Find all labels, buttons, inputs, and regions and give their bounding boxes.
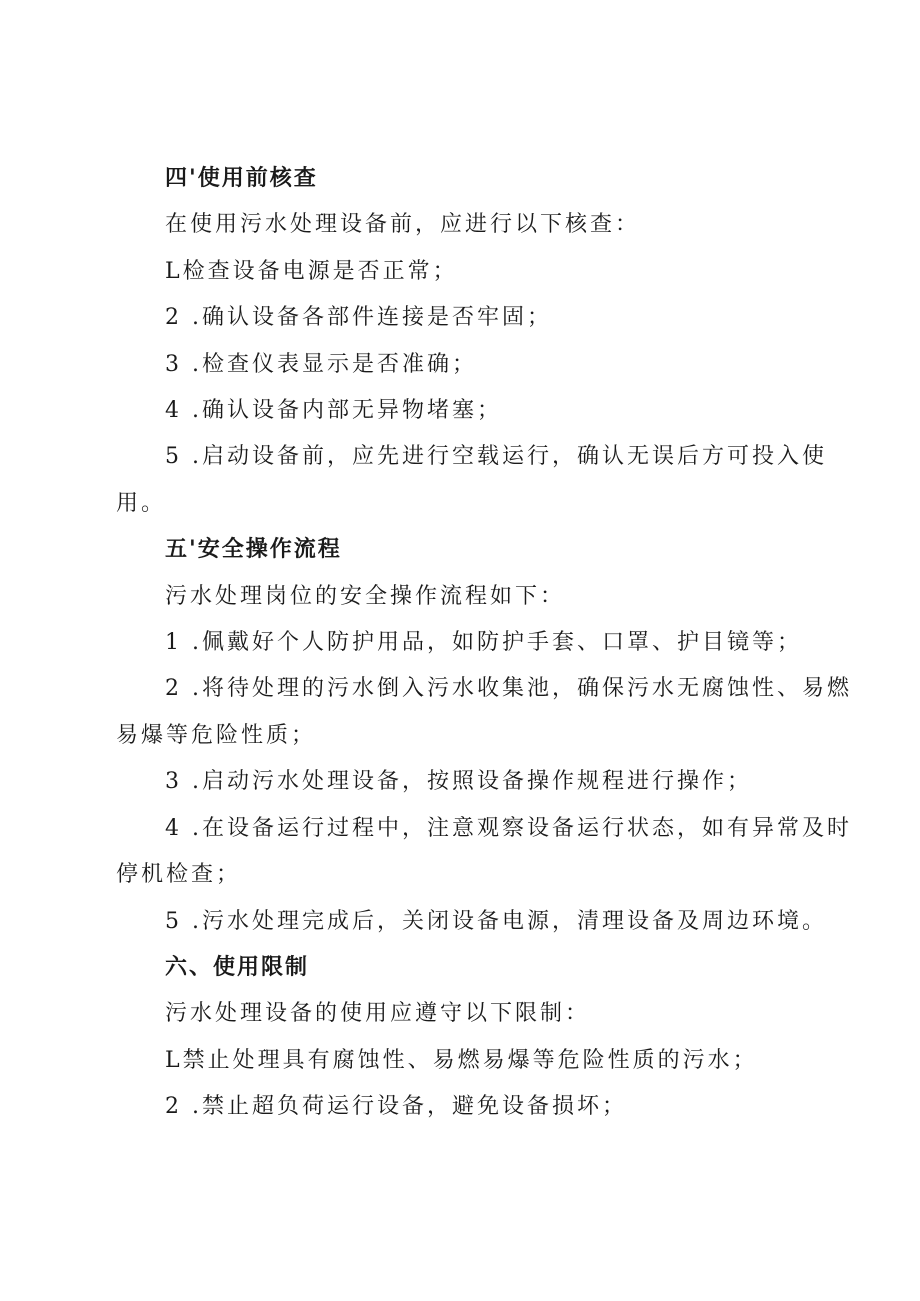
list-item: 2 .禁止超负荷运行设备，避免设备损坏； [165,1094,627,1120]
list-item: 5 .启动设备前，应先进行空载运行，确认无误后方可投入使 [165,444,827,470]
section-intro: 在使用污水处理设备前，应进行以下核查： [165,212,641,238]
list-item: 2 .将待处理的污水倒入污水收集池，确保污水无腐蚀性、易燃 [165,676,852,702]
list-item: 3 .启动污水处理设备，按照设备操作规程进行操作； [165,769,752,795]
section-heading-usage-restrictions: 六、使用限制 [165,954,310,980]
list-item: L禁止处理具有腐蚀性、易燃易爆等危险性质的污水； [165,1047,758,1073]
list-item-continuation: 易爆等危险性质； [116,722,317,748]
list-item: L检查设备电源是否正常； [165,258,458,284]
section-heading-safety-procedure: 五'安全操作流程 [165,537,342,563]
list-item-continuation: 用。 [116,490,167,516]
document-body [116,156,852,1131]
list-item: 4 .在设备运行过程中，注意观察设备运行状态，如有异常及时 [165,815,852,841]
list-item-continuation: 停机检查； [116,862,242,888]
list-item: 1 .佩戴好个人防护用品，如防护手套、口罩、护目镜等； [165,630,802,656]
list-item: 2 .确认设备各部件连接是否牢固； [165,305,552,331]
section-heading-pre-use-check: 四'使用前核查 [165,166,318,191]
list-item: 3 .检查仪表显示是否准确； [165,351,477,377]
list-item: 5 .污水处理完成后，关闭设备电源，清理设备及周边环境。 [165,908,827,934]
list-item: 4 .确认设备内部无异物堵塞； [165,398,502,424]
section-intro: 污水处理岗位的安全操作流程如下： [165,583,566,609]
section-intro: 污水处理设备的使用应遵守以下限制： [165,1001,591,1027]
